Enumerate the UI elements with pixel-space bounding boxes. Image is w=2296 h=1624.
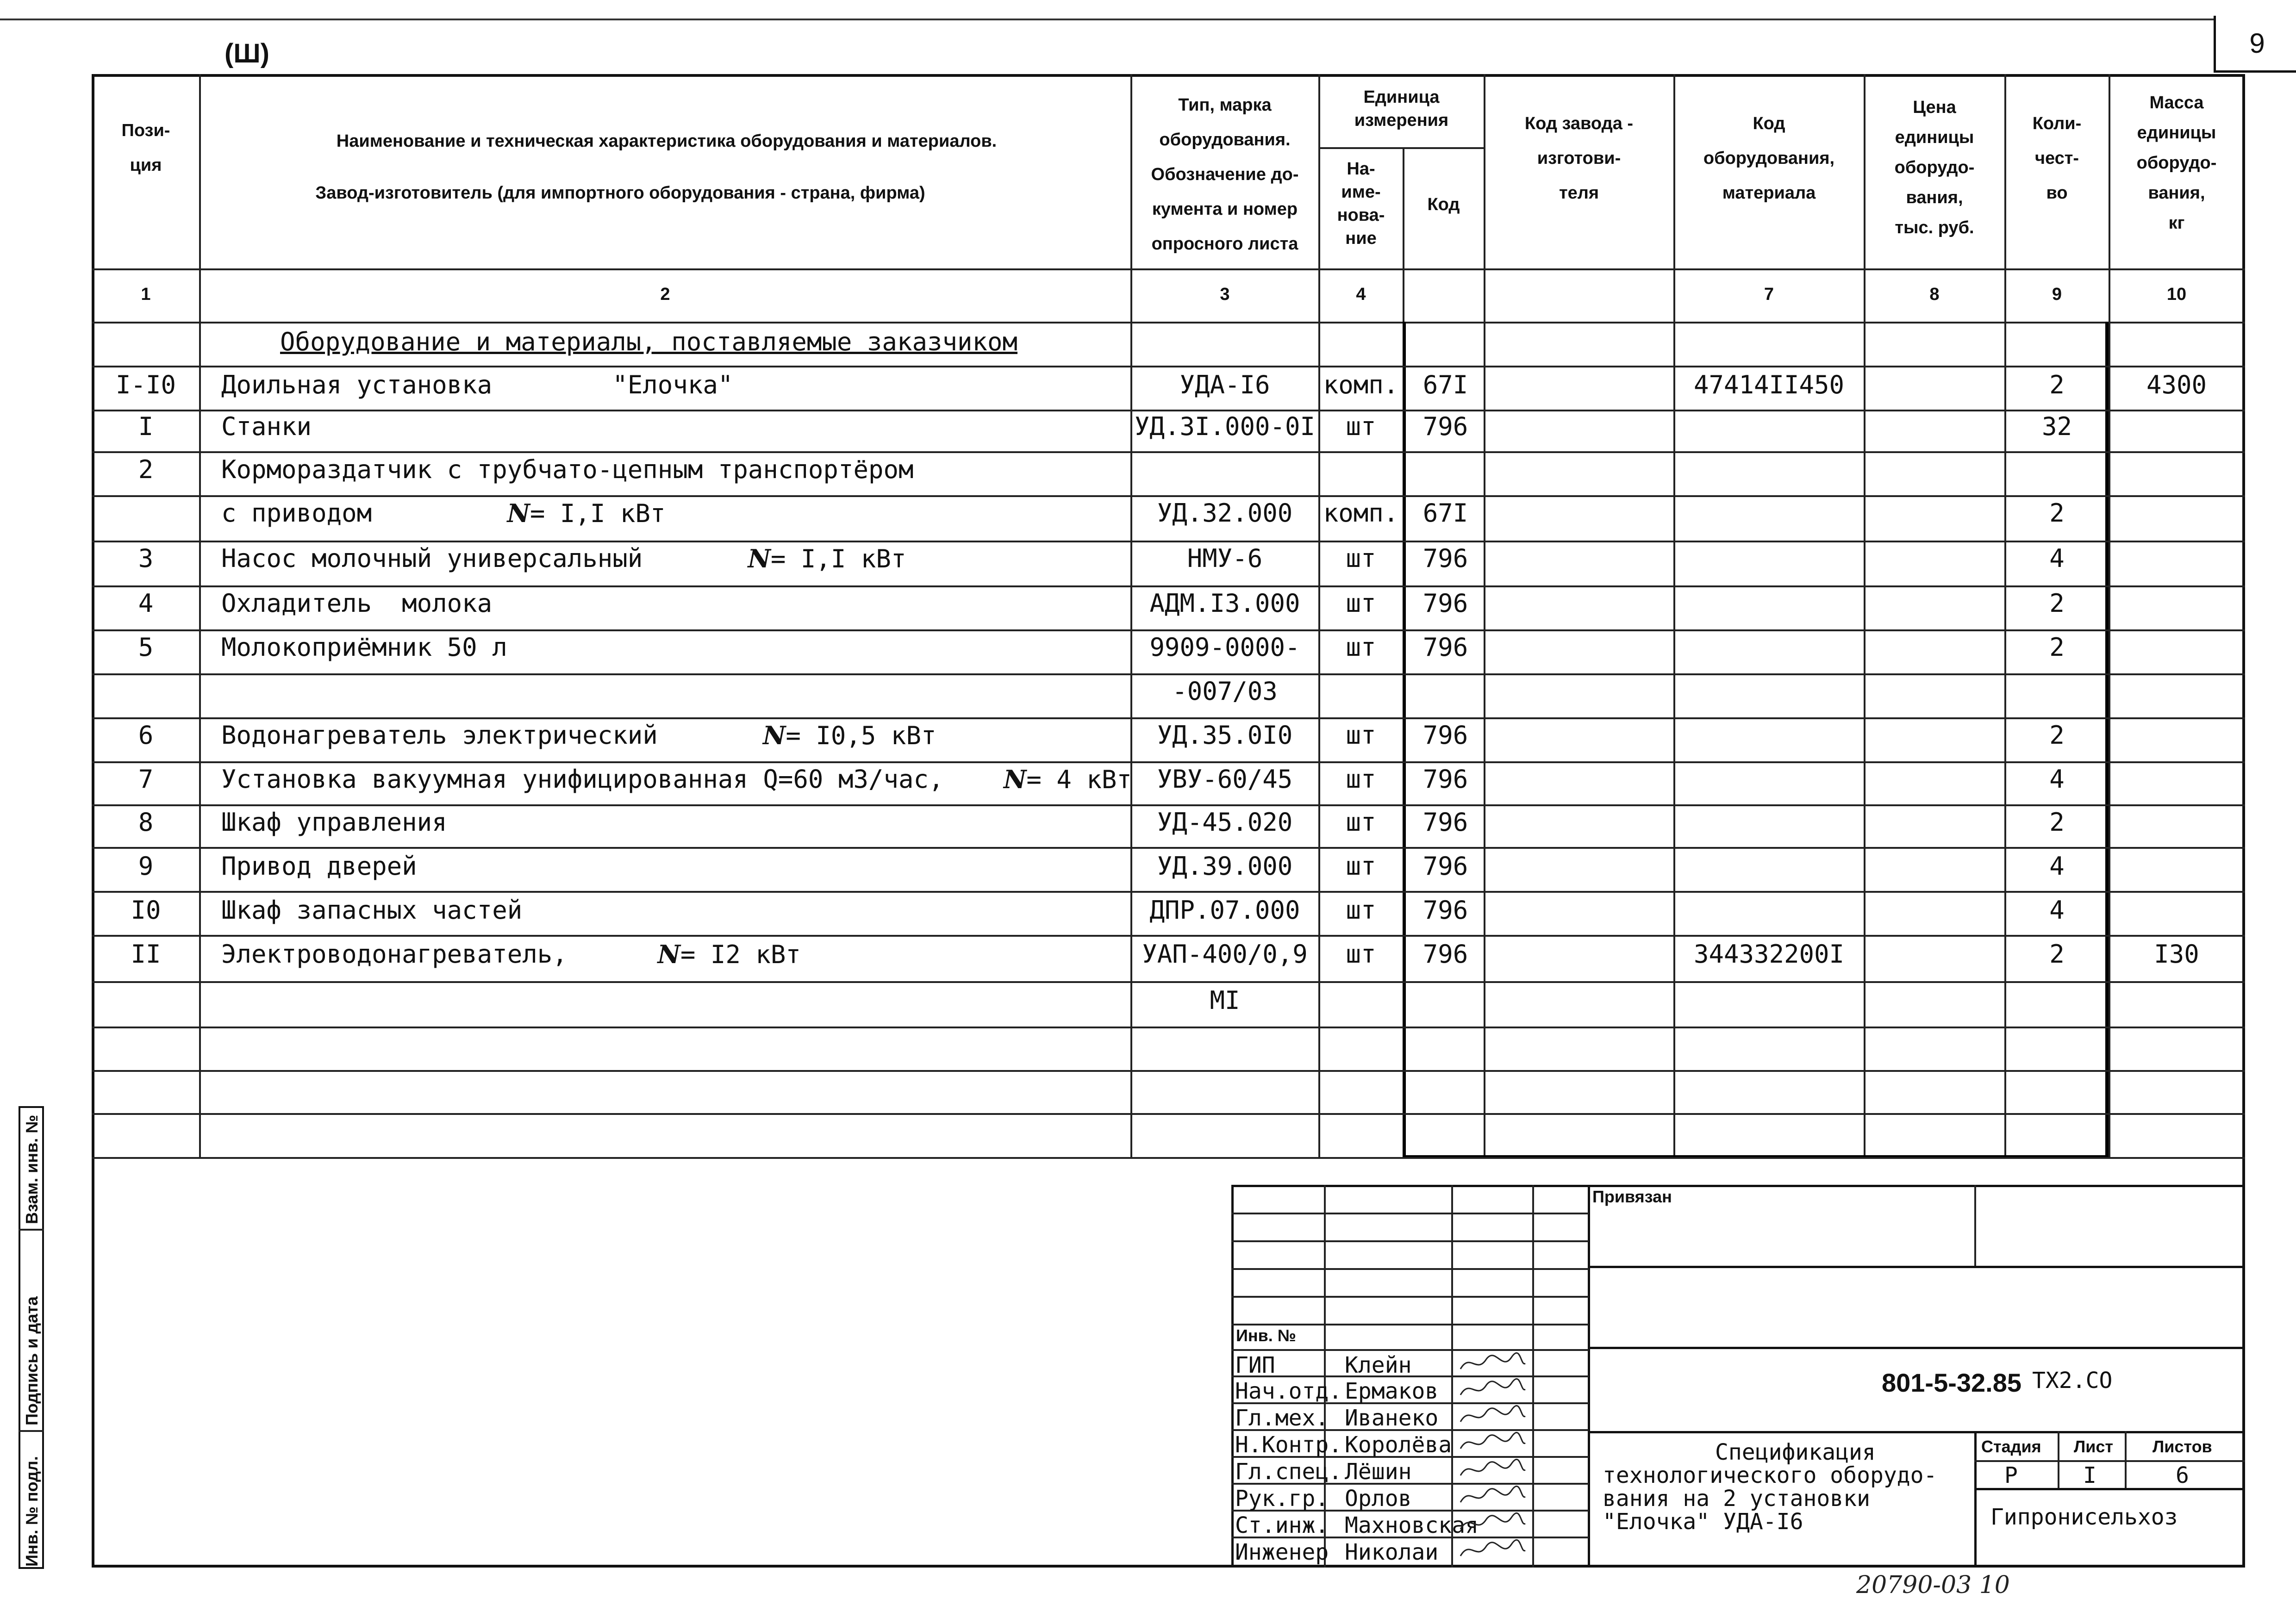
tb-stage: Р [2004, 1462, 2018, 1488]
side-label-inv-podl: Инв. № подл. [22, 1456, 41, 1567]
tb-signature [1458, 1350, 1528, 1380]
row-unit-code: 67I [1423, 370, 1468, 399]
tb-signature [1458, 1403, 1528, 1432]
tb-hline [1231, 1268, 1589, 1270]
tb-person-name: Королёва [1345, 1432, 1452, 1458]
tb-title-line2: технологического оборудо- [1603, 1462, 1937, 1488]
row-position: I [138, 412, 154, 441]
row-unit-code: 796 [1423, 940, 1468, 969]
tb-person-name: Орлов [1345, 1486, 1412, 1512]
row-line [92, 629, 2245, 631]
header-mass: Масса единицы оборудо- вания, кг [2136, 93, 2217, 233]
row-mass: I30 [2154, 940, 2199, 969]
tb-person-name: Махновская [1345, 1512, 1479, 1538]
tb-vline [1974, 1185, 1976, 1266]
box-left [1403, 322, 1406, 1158]
row-type: ДПР.07.000 [1149, 896, 1300, 925]
row-quantity: 2 [2049, 589, 2065, 618]
row-line [92, 717, 2245, 719]
footer-stamp: 20790-03 10 [1856, 1571, 2010, 1599]
power-value: = I0,5 кВт [786, 721, 936, 750]
row-type: МI [1210, 986, 1240, 1015]
row-unit: шт [1346, 721, 1376, 750]
row-name: Молокоприёмник 50 л [221, 633, 507, 662]
row-name: Шкаф запасных частей [221, 896, 523, 925]
row-unit: шт [1346, 808, 1376, 837]
row-name: Установка вакуумная унифицированная Q=60 м3/час, [221, 765, 1004, 794]
row-line [92, 495, 2245, 497]
row-unit: шт [1346, 544, 1376, 573]
header-equipment-code: Код оборудования, материала [1703, 114, 1835, 203]
row-quantity: 32 [2041, 412, 2072, 441]
row-type: УД.3I.000-0I [1134, 412, 1316, 441]
tb-hline-main [1589, 1347, 2245, 1349]
row-quantity: 2 [2049, 633, 2065, 662]
tb-hline [1231, 1213, 1589, 1214]
header-name-line1: Наименование и техническая характеристика оборудования и материалов. [336, 131, 997, 151]
row-name: Станки [221, 412, 312, 441]
row-line [92, 585, 2245, 587]
tb-person-name: Клейн [1345, 1352, 1412, 1378]
row-position: 5 [138, 633, 154, 662]
row-name: Охладитель молока [221, 589, 493, 618]
row-line [92, 673, 2245, 675]
row-unit: комп. [1323, 370, 1399, 399]
tb-sheet-label: Лист [2074, 1437, 2114, 1456]
row-unit: шт [1346, 765, 1376, 794]
tb-title-line1: Спецификация [1715, 1439, 1876, 1465]
tb-hline [1231, 1296, 1589, 1298]
header-quantity: Коли- чест- во [2032, 114, 2082, 203]
row-line [92, 1113, 2245, 1115]
row-position: 9 [138, 852, 154, 881]
side-label-vzam: Взам. инв. № [22, 1114, 41, 1224]
row-line [92, 1027, 2245, 1028]
tb-signature [1458, 1537, 1528, 1567]
row-quantity: 4 [2049, 896, 2065, 925]
top-border [0, 19, 2214, 20]
row-mass: 4300 [2146, 370, 2207, 399]
colnum-1: 1 [141, 285, 151, 304]
section-title: Оборудование и материалы, поставляемые заказчиком [280, 327, 1018, 356]
row-unit-code: 796 [1423, 412, 1468, 441]
tb-vline [1974, 1431, 1977, 1568]
row-unit-code: 796 [1423, 633, 1468, 662]
colnum-2: 2 [660, 285, 670, 304]
row-quantity: 2 [2049, 940, 2065, 969]
colnum-10: 10 [2166, 285, 2187, 304]
tb-role: Инженер [1235, 1539, 1329, 1565]
row-position: 7 [138, 765, 154, 794]
row-line [92, 935, 2245, 937]
row-line [92, 804, 2245, 806]
tb-title-line4: "Елочка" УДА-I6 [1603, 1509, 1803, 1535]
header-type: Тип, марка оборудования. Обозначение до- кумента и номер опросного листа [1151, 95, 1299, 254]
row-name: Кормораздатчик с трубчато-цепным транспортёром [221, 455, 914, 484]
side-divider [19, 1229, 44, 1231]
row-type: -007/03 [1172, 677, 1278, 706]
row-position: 4 [138, 589, 154, 618]
row-quantity: 4 [2049, 852, 2065, 881]
tb-doc-code-b: ТХ2.СО [2032, 1368, 2113, 1394]
row-line [92, 451, 2245, 453]
row-type: 9909-0000- [1149, 633, 1300, 662]
unit-group-line [1318, 147, 1484, 149]
row-position: II [131, 940, 161, 969]
colnum-3: 3 [1220, 285, 1230, 304]
header-bottom [92, 268, 2245, 270]
tb-organization: Гипронисельхоз [1990, 1504, 2178, 1530]
tb-person-name: Лёшин [1345, 1459, 1412, 1485]
row-unit-code: 796 [1423, 544, 1468, 573]
side-label-podpis: Подпись и дата [22, 1296, 41, 1425]
tb-person-name: Иванеко [1345, 1405, 1439, 1431]
row-unit: шт [1346, 412, 1376, 441]
row-unit-code: 796 [1423, 721, 1468, 750]
row-unit-code: 796 [1423, 589, 1468, 618]
tb-signature [1458, 1511, 1528, 1540]
row-position: I0 [131, 896, 161, 925]
row-name: Доильная установка "Елочка" [221, 370, 733, 399]
row-name: Водонагреватель электрический [221, 721, 763, 750]
row-type: УД.32.000 [1157, 498, 1293, 528]
tb-role: Ст.инж. [1235, 1512, 1329, 1538]
row-type: АДМ.I3.000 [1149, 589, 1300, 618]
row-type: УД.39.000 [1157, 852, 1293, 881]
power-symbol: N [763, 721, 786, 750]
tb-hline [1231, 1349, 1589, 1351]
power-symbol: N [657, 940, 680, 969]
row-line [92, 981, 2245, 983]
header-unit-group: Единица измерения [1354, 87, 1449, 130]
row-quantity: 4 [2049, 544, 2065, 573]
table-bottom [92, 1157, 2245, 1159]
power-value: = I,I кВт [530, 499, 666, 528]
row-unit-code: 796 [1423, 852, 1468, 881]
side-divider [19, 1430, 44, 1432]
row-line [92, 761, 2245, 763]
row-position: 6 [138, 721, 154, 750]
row-unit-code: 796 [1423, 808, 1468, 837]
row-type: УАП-400/0,9 [1142, 940, 1308, 969]
row-unit: комп. [1323, 498, 1399, 528]
tb-signature [1458, 1376, 1528, 1406]
tb-person-name: Николаи [1345, 1539, 1439, 1565]
tb-signature [1458, 1484, 1528, 1513]
tb-doc-code-a: 801-5-32.85 [1882, 1368, 2022, 1397]
row-name: Насос молочный универсальный [221, 544, 748, 573]
row-unit: шт [1346, 896, 1376, 925]
tb-role: Гл.спец. [1235, 1459, 1342, 1485]
row-power [1004, 767, 1132, 792]
row-unit: шт [1346, 940, 1376, 969]
tb-person-name: Ермаков [1345, 1378, 1439, 1404]
tb-stage-label: Стадия [1981, 1437, 2041, 1456]
row-unit: шт [1346, 852, 1376, 881]
section-mark: (Ш) [225, 38, 269, 68]
row-unit: шт [1346, 589, 1376, 618]
col-line-1 [199, 74, 201, 1158]
col-line-6 [1673, 74, 1675, 1158]
tb-sheets: 6 [2176, 1462, 2189, 1488]
colnum-7: 7 [1764, 285, 1774, 304]
row-quantity: 4 [2049, 765, 2065, 794]
row-line [92, 541, 2245, 542]
row-type: УВУ-60/45 [1157, 765, 1293, 794]
tb-hline-main [1589, 1431, 2245, 1433]
row-power [748, 546, 906, 572]
colnum-4: 4 [1356, 285, 1366, 304]
table-top-border [92, 74, 2245, 77]
tb-hline [1974, 1460, 2245, 1462]
header-name-line2: Завод-изготовитель (для импортного оборудования - страна, фирма) [315, 183, 925, 203]
header-position: Пози- ция [121, 121, 170, 175]
tb-signature [1458, 1457, 1528, 1486]
row-line [92, 410, 2245, 411]
row-line [92, 891, 2245, 893]
power-value: = I,I кВт [770, 544, 906, 573]
row-unit-code: 67I [1423, 498, 1468, 528]
row-quantity: 2 [2049, 498, 2065, 528]
row-quantity: 2 [2049, 721, 2065, 750]
tb-privyazan: Привязан [1592, 1187, 1672, 1206]
row-name: Шкаф управления [221, 808, 447, 837]
row-name: Привод дверей [221, 852, 417, 881]
tb-sheet: I [2083, 1462, 2096, 1488]
row-unit: шт [1346, 633, 1376, 662]
row-type: УД.35.0I0 [1157, 721, 1293, 750]
row-position: I-I0 [115, 370, 176, 399]
row-unit-code: 796 [1423, 765, 1468, 794]
row-type: УДА-I6 [1179, 370, 1270, 399]
tb-hline [1231, 1240, 1589, 1242]
row-position: 2 [138, 455, 154, 484]
tb-role: Рук.гр. [1235, 1486, 1329, 1512]
col-line-5 [1484, 74, 1485, 1158]
row-unit-code: 796 [1423, 896, 1468, 925]
colnum-9: 9 [2052, 285, 2062, 304]
tb-role: Гл.мех. [1235, 1405, 1329, 1431]
power-symbol: N [748, 544, 771, 573]
row-equipment-code: 47414II450 [1693, 370, 1845, 399]
row-type: УД-45.020 [1157, 808, 1293, 837]
row-name: с приводом [221, 498, 507, 528]
header-price: Цена единицы оборудо- вания, тыс. руб. [1894, 98, 1975, 237]
power-value: = 4 кВт [1026, 765, 1132, 794]
tb-hline-main [1589, 1266, 2245, 1268]
row-name: Электроводонагреватель, [221, 940, 658, 969]
colnum-bottom [92, 322, 2245, 324]
power-value: = I2 кВт [680, 940, 801, 969]
row-power [507, 498, 666, 528]
row-power [763, 723, 936, 748]
header-unit-name: На- име- нова- ние [1337, 159, 1385, 248]
tb-role: Н.Контр. [1235, 1432, 1342, 1458]
tb-role: ГИП [1235, 1352, 1275, 1378]
row-position: 8 [138, 808, 154, 837]
colnum-8: 8 [1929, 285, 1940, 304]
row-type: НМУ-6 [1187, 544, 1263, 573]
row-line [92, 366, 2245, 367]
tb-hline [1231, 1324, 1589, 1325]
row-power [658, 942, 801, 967]
row-quantity: 2 [2049, 808, 2065, 837]
tb-inv-no: Инв. № [1236, 1326, 1296, 1345]
power-symbol: N [1004, 765, 1027, 794]
power-symbol: N [507, 498, 530, 528]
sheet-number: 9 [2214, 16, 2296, 73]
header-manufacturer-code: Код завода - изготови- теля [1524, 114, 1634, 203]
col-line-8 [2004, 74, 2006, 1158]
row-equipment-code: 344332200I [1693, 940, 1845, 969]
tb-signature [1458, 1430, 1528, 1459]
tb-role: Нач.отд. [1235, 1378, 1342, 1404]
tb-title-line3: вания на 2 установки [1603, 1486, 1870, 1512]
tb-sheets-label: Листов [2152, 1437, 2212, 1456]
header-unit-code: Код [1427, 195, 1460, 214]
row-line [92, 847, 2245, 849]
row-line [92, 1070, 2245, 1072]
row-quantity: 2 [2049, 370, 2065, 399]
row-position: 3 [138, 544, 154, 573]
